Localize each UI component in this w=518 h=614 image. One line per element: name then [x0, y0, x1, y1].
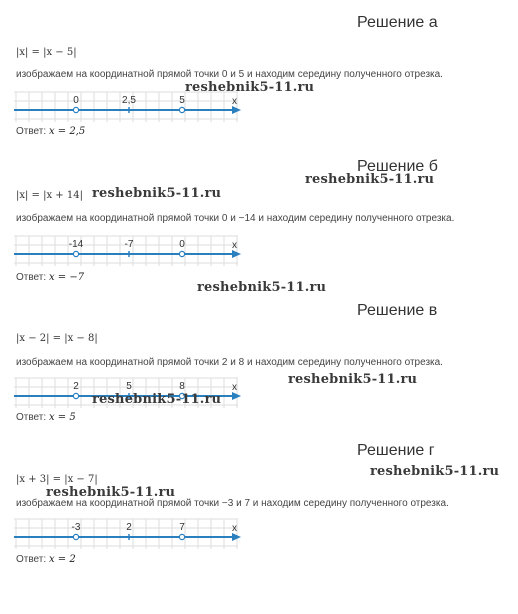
tick-label: 0: [73, 95, 79, 106]
watermark: reshebnik5-11.ru: [305, 172, 435, 187]
number-line-svg: [14, 515, 244, 551]
number-line-d: [14, 515, 244, 551]
answer-value: x = 5: [48, 412, 76, 423]
tick-label: 5: [126, 381, 132, 392]
number-line-svg: [14, 232, 244, 268]
answer-value: x = 2: [48, 554, 76, 565]
tick-label: 7: [179, 522, 185, 533]
answer-prefix: Ответ:: [16, 126, 47, 137]
watermark: reshebnik5-11.ru: [370, 464, 500, 479]
watermark: reshebnik5-11.ru: [92, 186, 222, 201]
answer-b: [16, 272, 84, 283]
tick-label: 0: [179, 239, 185, 250]
answer-prefix: Ответ:: [16, 272, 47, 283]
axis-letter: x: [232, 382, 237, 393]
point-marker: [179, 534, 184, 539]
axis-letter: x: [232, 240, 237, 251]
watermark: reshebnik5-11.ru: [197, 280, 327, 295]
axis-letter: x: [232, 523, 237, 534]
point-marker: [73, 107, 78, 112]
watermark: reshebnik5-11.ru: [185, 80, 315, 95]
heading-a: Решение а: [357, 14, 438, 31]
equation-b: |x| = |x + 14|: [16, 190, 83, 201]
point-marker: [73, 534, 78, 539]
tick-label: 8: [179, 381, 185, 392]
tick-label: 2: [126, 522, 132, 533]
tick-label: 5: [179, 95, 185, 106]
watermark: reshebnik5-11.ru: [46, 485, 176, 500]
tick-label: -14: [68, 239, 84, 250]
answer-prefix: Ответ:: [16, 412, 47, 423]
point-marker: [73, 251, 78, 256]
answer-prefix: Ответ:: [16, 554, 47, 565]
description-c: изображаем на координатной прямой точки 2 и 8 и находим середину полученного отрезка.: [16, 357, 443, 368]
equation-c: |x − 2| = |x − 8|: [16, 333, 98, 344]
answer-a: [16, 126, 85, 137]
heading-b: Решение б: [357, 158, 438, 175]
watermark: reshebnik5-11.ru: [288, 372, 418, 387]
point-marker: [179, 251, 184, 256]
tick-label: -3: [71, 522, 81, 533]
axis-letter: x: [232, 96, 237, 107]
tick-label: -7: [124, 239, 134, 250]
point-marker: [179, 107, 184, 112]
description-a: изображаем на координатной прямой точки 0 и 5 и находим середину полученного отрезка.: [16, 69, 443, 80]
answer-value: x = 2,5: [48, 126, 86, 137]
watermark: reshebnik5-11.ru: [92, 392, 222, 407]
equation-a: |x| = |x − 5|: [16, 47, 77, 58]
tick-label: 2,5: [122, 95, 136, 106]
point-marker: [73, 393, 78, 398]
equation-d: |x + 3| = |x − 7|: [16, 474, 98, 485]
description-b: изображаем на координатной прямой точки 0 и −14 и находим середину полученного отрезка.: [16, 213, 455, 224]
answer-d: [16, 554, 76, 565]
answer-c: [16, 412, 76, 423]
heading-c: Решение в: [357, 302, 438, 319]
answer-value: x = −7: [48, 272, 85, 283]
heading-d: Решение г: [357, 442, 435, 459]
description-d: изображаем на координатной прямой точки −3 и 7 и находим середину полученного отрезка.: [16, 498, 449, 509]
tick-label: 2: [73, 381, 79, 392]
number-line-b: [14, 232, 244, 268]
